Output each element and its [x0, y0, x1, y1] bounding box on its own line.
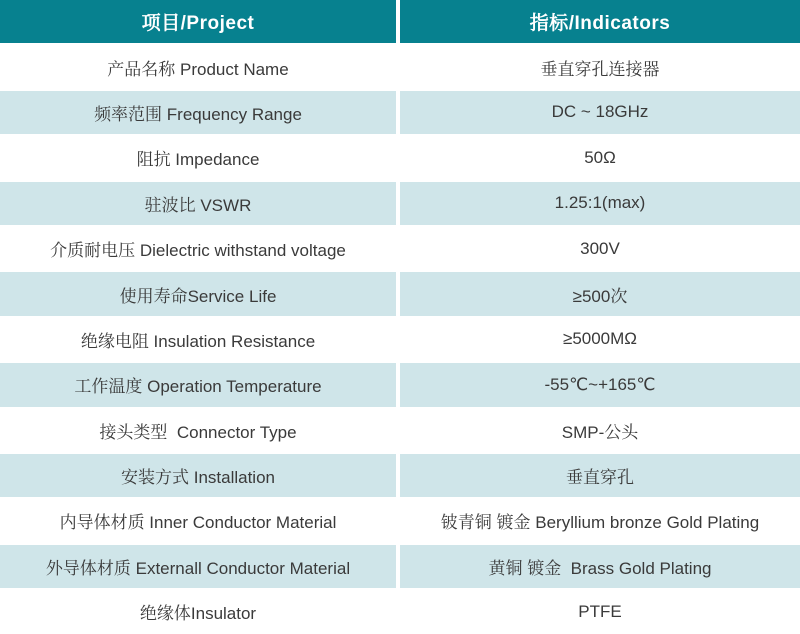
project-cell: 工作温度 Operation Temperature: [0, 363, 396, 406]
column-header-project: 项目/Project: [0, 0, 396, 43]
indicator-cell: 黄铜 镀金 Brass Gold Plating: [400, 545, 800, 588]
indicator-cell: 300V: [400, 227, 800, 270]
project-cell: 外导体材质 Externall Conductor Material: [0, 545, 396, 588]
column-header-indicators: 指标/Indicators: [400, 0, 800, 43]
indicator-cell: 垂直穿孔: [400, 454, 800, 497]
indicator-cell: DC ~ 18GHz: [400, 91, 800, 134]
project-cell: 内导体材质 Inner Conductor Material: [0, 499, 396, 542]
project-cell: 绝缘电阻 Insulation Resistance: [0, 318, 396, 361]
project-cell: 阻抗 Impedance: [0, 136, 396, 179]
indicator-cell: PTFE: [400, 590, 800, 633]
indicator-cell: 垂直穿孔连接器: [400, 45, 800, 88]
project-cell: 绝缘体Insulator: [0, 590, 396, 633]
project-cell: 使用寿命Service Life: [0, 272, 396, 315]
indicator-cell: 50Ω: [400, 136, 800, 179]
indicator-cell: 1.25:1(max): [400, 182, 800, 225]
project-cell: 接头类型 Connector Type: [0, 409, 396, 452]
project-cell: 产品名称 Product Name: [0, 45, 396, 88]
indicator-cell: ≥500次: [400, 272, 800, 315]
indicator-cell: SMP-公头: [400, 409, 800, 452]
project-cell: 频率范围 Frequency Range: [0, 91, 396, 134]
indicator-cell: -55℃~+165℃: [400, 363, 800, 406]
project-cell: 驻波比 VSWR: [0, 182, 396, 225]
project-cell: 安装方式 Installation: [0, 454, 396, 497]
indicator-cell: 铍青铜 镀金 Beryllium bronze Gold Plating: [400, 499, 800, 542]
project-cell: 介质耐电压 Dielectric withstand voltage: [0, 227, 396, 270]
indicator-cell: ≥5000MΩ: [400, 318, 800, 361]
